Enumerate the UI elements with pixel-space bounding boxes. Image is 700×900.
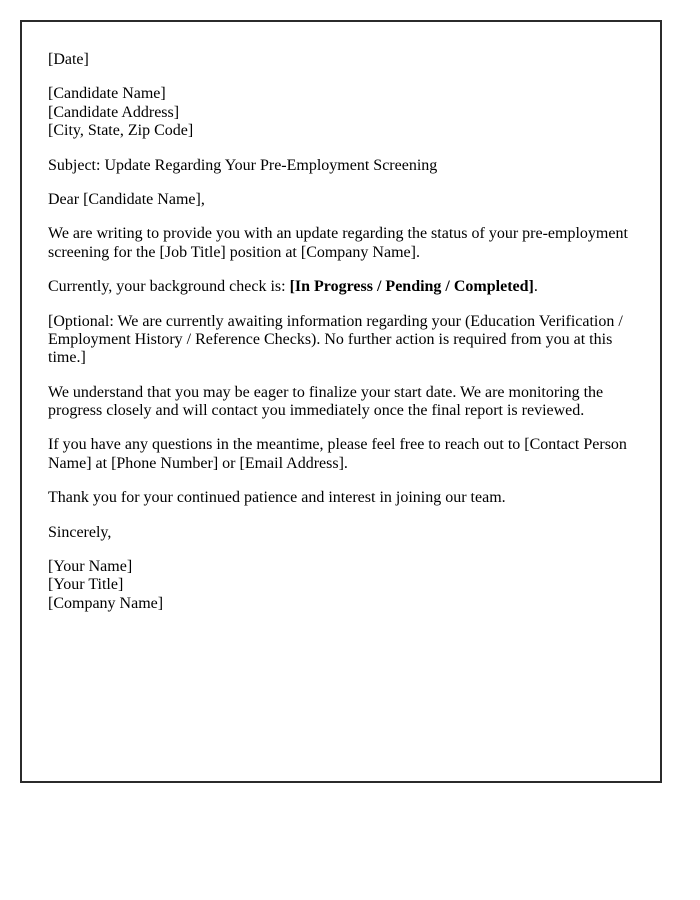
salutation: Dear [Candidate Name], <box>48 190 205 208</box>
signature-title: [Your Title] <box>48 576 124 594</box>
signature-name: [Your Name] <box>48 558 133 576</box>
subject-line: Subject: Update Regarding Your Pre-Employment Screening <box>48 156 438 174</box>
closing: Sincerely, <box>48 523 112 541</box>
body-paragraph-thanks: Thank you for your continued patience and interest in joining our team. <box>48 489 506 507</box>
date-line: [Date] <box>48 51 89 68</box>
recipient-address: [Candidate Address] <box>48 103 180 121</box>
recipient-name: [Candidate Name] <box>48 85 166 103</box>
signature-block <box>48 558 636 613</box>
body-paragraph-optional: [Optional: We are currently awaiting information regarding your (Education Verification / Employment History / Reference Checks). No further action is required from you at this time.] <box>48 312 623 367</box>
recipient-city-state-zip: [City, State, Zip Code] <box>48 122 194 140</box>
recipient-block <box>48 85 636 140</box>
status-line-prefix: Currently, your background check is: <box>48 278 290 296</box>
status-line <box>48 278 636 296</box>
letter-page <box>20 20 662 783</box>
body-paragraph-monitoring: We understand that you may be eager to finalize your start date. We are monitoring the progress closely and will contact you immediately once the final report is reviewed. <box>48 383 604 420</box>
body-paragraph-update: We are writing to provide you with an update regarding the status of your pre-employment screening for the [Job Title] position at [Company Name]. <box>48 225 628 261</box>
body-paragraph-contact: If you have any questions in the meantime, please feel free to reach out to [Contact Person Name] at [Phone Number] or [Email Address]. <box>48 436 627 472</box>
signature-company: [Company Name] <box>48 594 164 612</box>
status-line-suffix: . <box>533 278 538 296</box>
status-line-options: [In Progress / Pending / Completed] <box>289 278 534 296</box>
